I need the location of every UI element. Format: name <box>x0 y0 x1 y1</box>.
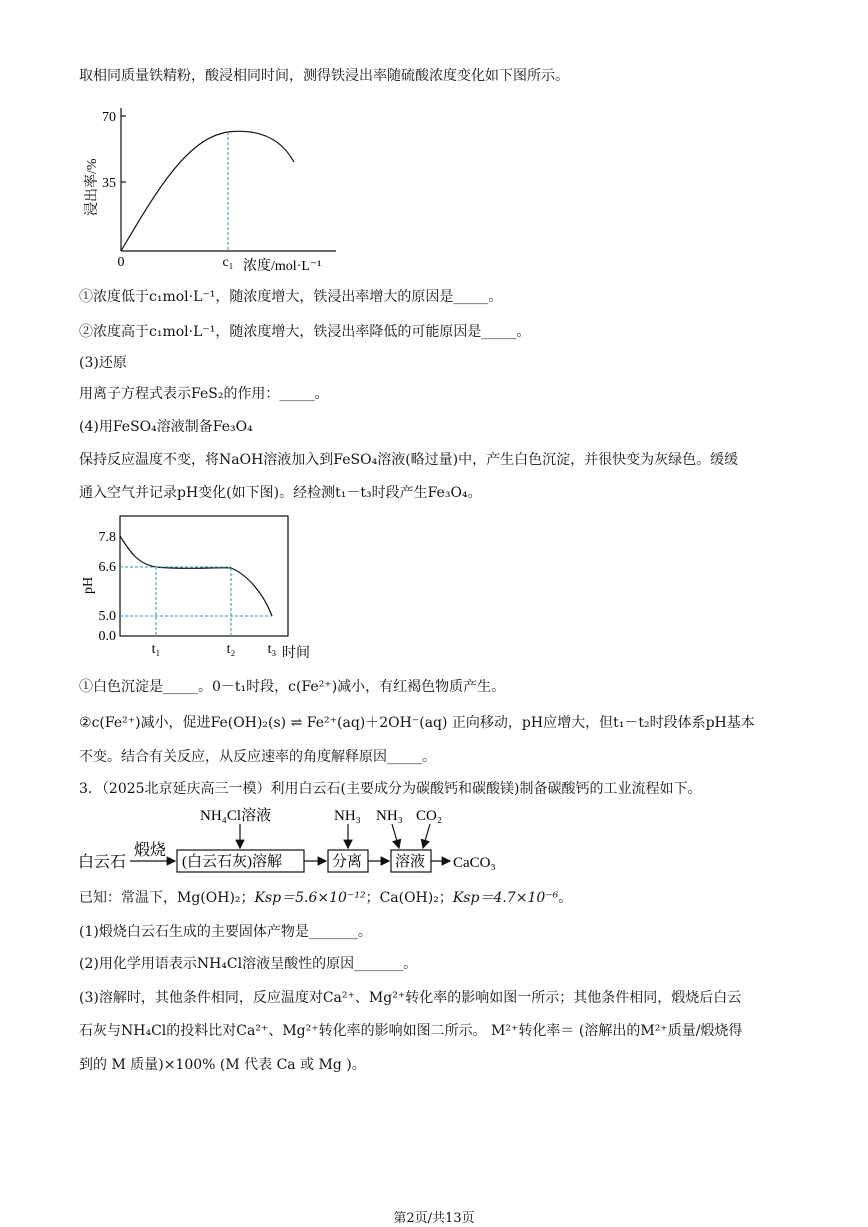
start-label: 白云石 <box>78 854 127 871</box>
sub-question-2: (2)用化学用语表示NH₄Cl溶液呈酸性的原因_______。 <box>79 956 418 972</box>
input-nh4cl: NH₄Cl溶液 <box>200 808 272 824</box>
section-3-title: (3)还原 <box>79 355 127 371</box>
sub-question-3-line-1: (3)溶解时，其他条件相同，反应温度对Ca²⁺、Mg²⁺转化率的影响如图一所示；其他条件相同，煅烧后白云 <box>79 990 742 1006</box>
equilibrium-arrow-icon: ⇌ <box>290 715 303 731</box>
y-tick-6.6: 6.6 <box>98 560 116 575</box>
answer-blank: _______ <box>308 924 358 940</box>
sub-question-1: (1)煅烧白云石生成的主要固体产物是_______。 <box>79 924 372 940</box>
ph-time-chart <box>78 512 328 664</box>
input-nh3-1: NH₃ <box>334 808 361 824</box>
calcine-label: 煅烧 <box>134 842 167 859</box>
y-axis-label: 浸出率/% <box>85 158 100 216</box>
x-tick-t3: t₃ <box>267 642 277 657</box>
dissolve-label: (白云石灰)溶解 <box>182 854 282 870</box>
leaching-rate-chart <box>78 98 348 280</box>
y-tick-70: 70 <box>102 110 116 125</box>
x-axis-label: 时间 <box>282 646 310 661</box>
x-tick-t2: t₂ <box>226 642 236 657</box>
known-conditions: 已知：常温下，Mg(OH)₂；Ksp＝5.6×10⁻¹²；Ca(OH)₂；Ksp＝4.7×10⁻⁶。 <box>79 890 573 906</box>
ph-chart-frame <box>120 516 288 636</box>
process-flowchart <box>78 802 538 882</box>
y-tick-7.8: 7.8 <box>98 530 116 545</box>
equilibrium-question-line-1: ②c(Fe²⁺)减小，促进Fe(OH)₂(s) ⇌ Fe²⁺(aq)＋2OH⁻(aq) 正向移动，pH应增大，但t₁－t₂时段体系pH基本 <box>79 715 755 731</box>
section-4-title: (4)用FeSO₄溶液制备Fe₃O₄ <box>79 419 253 435</box>
input-nh3-2: NH₃ <box>376 808 403 824</box>
separate-label: 分离 <box>332 854 363 870</box>
answer-blank: _____ <box>453 289 489 305</box>
section-4-paragraph-line-2: 通入空气并记录pH变化(如下图)。经检测t₁－t₃时段产生Fe₃O₄。 <box>79 485 482 501</box>
intro-text: 取相同质量铁精粉，酸浸相同时间，测得铁浸出率随硫酸浓度变化如下图所示。 <box>79 68 569 84</box>
y-tick-5.0: 5.0 <box>98 609 116 624</box>
answer-blank: _____ <box>279 386 315 402</box>
equilibrium-question-line-2: 不变。结合有关反应，从反应速率的角度解释原因_____。 <box>79 749 436 765</box>
question-2: ②浓度高于c₁mol·L⁻¹，随浓度增大，铁浸出率降低的可能原因是_____。 <box>79 324 531 340</box>
ph-curve <box>120 536 272 616</box>
sub-question-3-line-3: 到的 M 质量)×100% (M 代表 Ca 或 Mg )。 <box>79 1057 366 1073</box>
x-tick-c1: c₁ <box>222 255 234 270</box>
answer-blank: _____ <box>163 679 198 695</box>
answer-blank: _______ <box>354 956 404 972</box>
section-4-paragraph-line-1: 保持反应温度不变，将NaOH溶液加入到FeSO₄溶液(略过量)中，产生白色沉淀，并很快变为灰绿色。缓缓 <box>79 452 739 468</box>
y-tick-0.0: 0.0 <box>98 629 116 644</box>
page-footer: 第2页/共13页 <box>393 1211 475 1226</box>
x-axis-label: 浓度/mol·L⁻¹ <box>243 259 322 274</box>
leaching-curve <box>121 131 294 251</box>
y-axis-label: pH <box>81 576 96 594</box>
white-precipitate-question: ①白色沉淀是_____。0－t₁时段，c(Fe²⁺)减小，有红褐色物质产生。 <box>79 679 506 695</box>
input-co2: CO₂ <box>416 808 443 824</box>
answer-blank: _____ <box>481 324 517 340</box>
fes2-question: 用离子方程式表示FeS₂的作用：_____。 <box>79 386 329 402</box>
question-1: ①浓度低于c₁mol·L⁻¹，随浓度增大，铁浸出率增大的原因是_____。 <box>79 289 503 305</box>
answer-blank: _____ <box>387 749 422 765</box>
sub-question-3-line-2: 石灰与NH₄Cl的投料比对Ca²⁺、Mg²⁺转化率的影响如图二所示。 M²⁺转化率＝ (溶解出的M²⁺质量/煅烧得 <box>79 1023 743 1039</box>
question-3-heading: 3．（2025北京延庆高三一模）利用白云石(主要成分为碳酸钙和碳酸镁)制备碳酸钙的工业流程如下。 <box>79 781 702 797</box>
x-tick-0: 0 <box>117 255 125 270</box>
x-tick-t1: t₁ <box>151 642 161 657</box>
solution-label: 溶液 <box>395 854 426 870</box>
product-label: CaCO₃ <box>453 855 496 871</box>
y-tick-35: 35 <box>102 176 116 191</box>
